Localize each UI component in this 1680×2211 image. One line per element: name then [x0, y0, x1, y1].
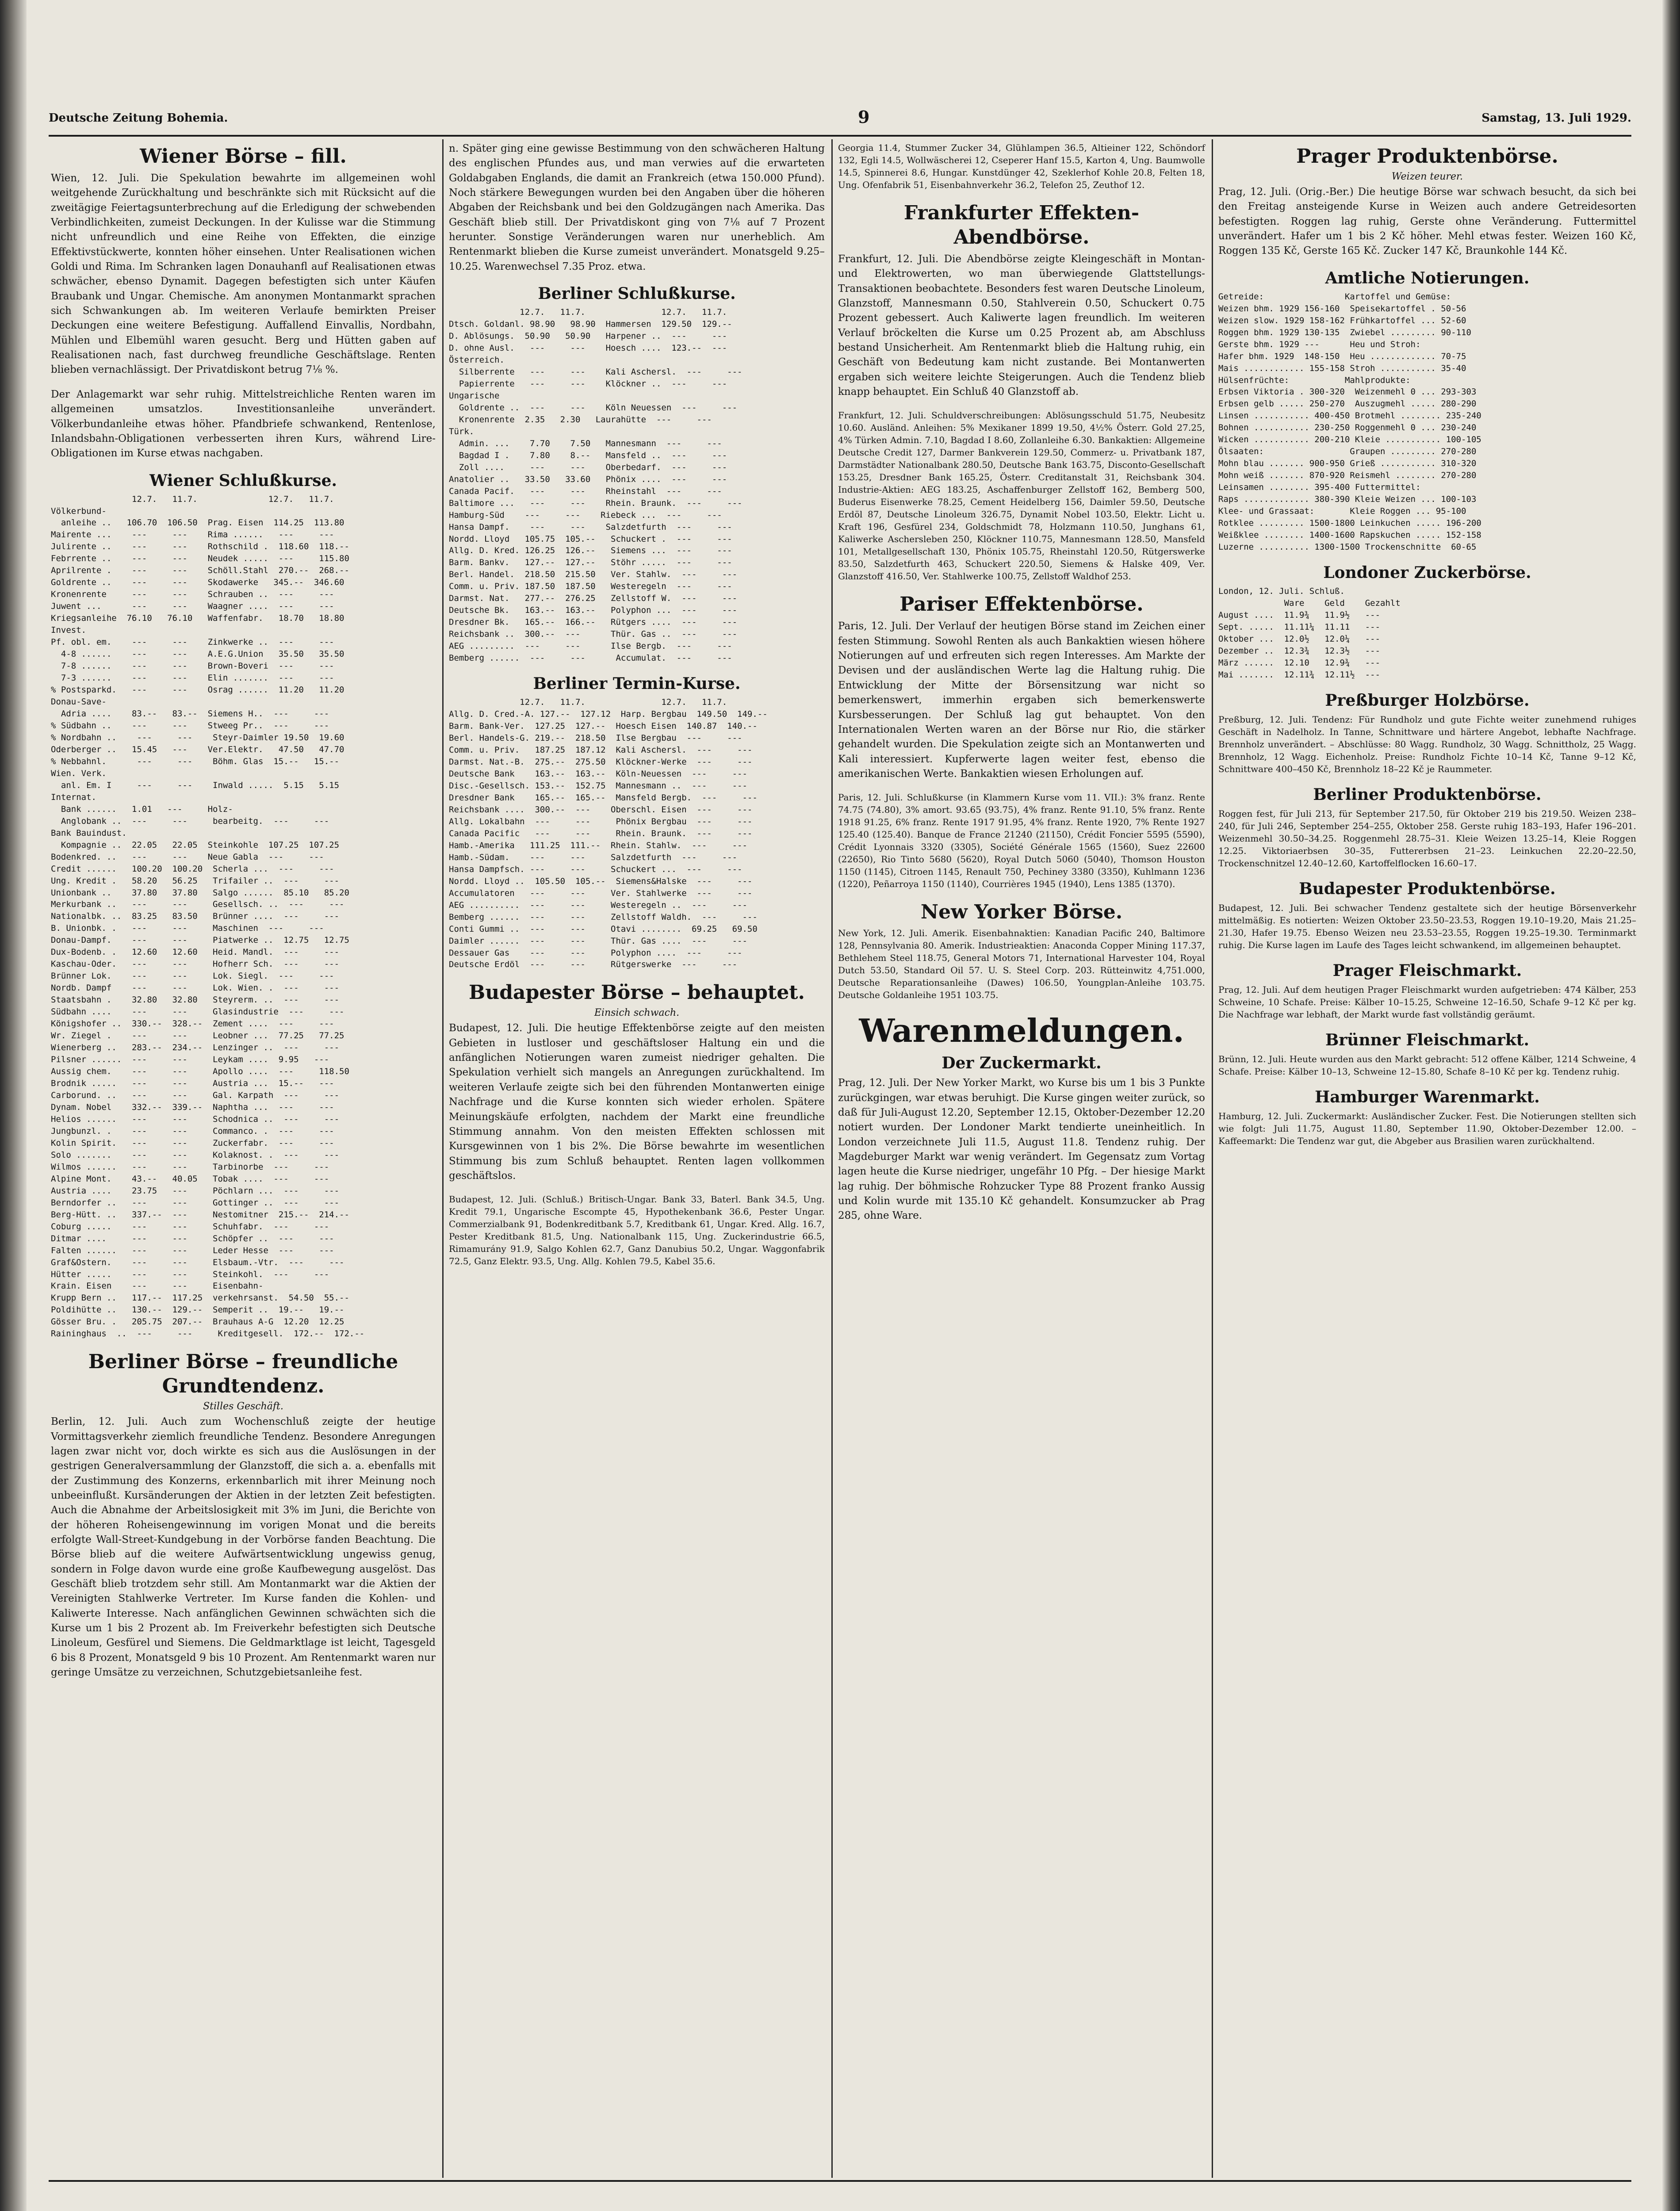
berlin-schluss-heading: Berliner Schlußkurse.	[538, 284, 736, 303]
newyork-heading: New Yorker Börse.	[920, 901, 1123, 924]
notierungen-heading: Amtliche Notierungen.	[1325, 268, 1530, 287]
budapest-continued: Georgia 11.4, Stummer Zucker 34, Glühlampen 36.5, Altieiner 122, Schöndorf 132, Egli 14.5, Wollwäscherei 12, Cseperer Hanf 15.5, Karton 4, Ung. Baumwolle 14.5, Spinnerei 8.6, Hungar. Kunstdünger 42, Szeklerhof Kohle 20.8, Felten 18, Ung. Ofenfabrik 51, Eisenbahnverkehr 36.2, Telefon 25, Zeuthof 12.	[838, 142, 1208, 190]
budapest-subheading: Einsich schwach.	[594, 1007, 680, 1019]
column-1	[51, 142, 439, 2176]
wien-schluss-heading: Wiener Schlußkurse.	[149, 471, 337, 490]
footer-rule	[49, 2180, 1631, 2182]
scan-edge-left	[0, 0, 27, 2211]
wien-schluss-table: 12.7. 11.7. 12.7. 11.7. Völkerbund- anleihe .. 106.70 106.50 Prag. Eisen 114.25 113.80 Mairente ... --- --- Rima ...... --- --- Julirente .. --- --- Rothschild . 118.60 118.-- Febrrente .. --- --- Neudek ..... --- 115.80 Aprilrente . --- --- Schöll.Stahl 270.-- 268.-- Goldrente .. --- --- Skodawerke 345.-- 346.60 Kronenrente --- --- Schrauben .. --- --- Juwent ... --- --- Waagner .... --- --- Kriegsanleihe 76.10 76.10 Waffenfabr. 18.70 18.80 Invest. Pf. obl. em. --- --- Zinkwerke .. --- --- 4-8 ...... --- --- A.E.G.Union 35.50 35.50 7-8 ...... --- --- Brown-Boveri --- --- 7-3 ...... --- --- Elin ....... --- --- % Postsparkd. --- --- Osrag ...... 11.20 11.20 Donau-Save- Adria .... 83.-- 83.-- Siemens H.. --- --- % Südbahn .. --- --- Stweeg Pr.. --- --- % Nordbahn .. --- --- Steyr-Daimler 19.50 19.60 Oderberger .. 15.45 --- Ver.Elektr. 47.50 47.70 % Nebbahnl. --- --- Böhm. Glas 15.-- 15.-- Wien. Verk. anl. Em. I --- --- Inwald ..... 5.15 5.15 Internat. Bank ...... 1.01 --- Holz- Anglobank .. --- --- bearbeitg. --- --- Bank Bauindust. Kompagnie .. 22.05 22.05 Steinkohle 107.25 107.25 Bodenkred. .. --- --- Neue Gabla --- --- Credit ...... 100.20 100.20 Scherla ... --- --- Ung. Kredit . 58.20 56.25 Trifailer .. --- --- Unionbank .. 37.80 37.80 Salgo ...... 85.10 85.20 Merkurbank .. --- --- Gesellsch. .. --- --- Nationalbk. .. 83.25 83.50 Brünner .... --- --- B. Unionbk. . --- --- Maschinen --- --- Donau-Dampf. --- --- Piatwerke .. 12.75 12.75 Dux-Bodenb. . 12.60 12.60 Heid. Mandl. --- --- Kaschau-Oder. --- --- Hofherr Sch. --- --- Brünner Lok. --- --- Lok. Siegl. --- --- Nordb. Dampf --- --- Lok. Wien. . --- --- Staatsbahn . 32.80 32.80 Steyrerm. .. --- --- Südbahn .... --- --- Glasindustrie --- --- Königshofer .. 330.-- 328.-- Zement .... --- --- Wr. Ziegel . --- --- Leobner ... 77.25 77.25 Wienerberg .. 283.-- 234.-- Lenzinger .. --- --- Pilsner ...... --- --- Leykam .... 9.95 --- Aussig chem. --- --- Apollo .... --- 118.50 Brodnik ..... --- --- Austria ... 15.-- --- Carborund. .. --- --- Gal. Karpath --- --- Dynam. Nobel 332.-- 339.-- Naphtha ... --- --- Helios ...... --- --- Schodnica .. --- --- Jungbunzl. . --- --- Commanco. . --- --- Kolin Spirit. --- --- Zuckerfabr. --- --- Solo ....... --- --- Kolaknost. . --- --- Wilmos ...... --- --- Tarbinorbe --- --- Alpine Mont. 43.-- 40.05 Tobak .... --- --- Austria .... 23.75 --- Pöchlarn ... --- --- Berndorfer .. --- --- Gottinger .. --- --- Berg-Hütt. .. 337.-- --- Nestomitner 215.-- 214.-- Coburg ..... --- --- Schuhfabr. --- --- Ditmar .... --- --- Schöpfer .. --- --- Falten ...... --- --- Leder Hesse --- --- Graf&Ostern. --- --- Elsbaum.-Vtr. --- --- Hütter ..... --- --- Steinkohl. --- --- Krain. Eisen --- --- Eisenbahn- Krupp Bern .. 117.-- 117.25 verkehrsanst. 54.50 55.-- Poldihütte .. 130.-- 129.-- Semperit .. 19.-- 19.-- Gösser Bru. . 205.75 207.-- Brauhaus A-G 12.20 12.25 Raininghaus .. --- --- Kreditgesell. 172.-- 172.--	[51, 494, 365, 1339]
holz-heading: Preßburger Holzbörse.	[1325, 691, 1530, 710]
termin-table: 12.7. 11.7. 12.7. 11.7. Allg. D. Cred.-A. 127.-- 127.12 Harp. Bergbau 149.50 149.-- Barm. Bank-Ver. 127.25 127.-- Hoesch Eisen 140.87 140.-- Berl. Handels-G. 219.-- 218.50 Ilse Bergbau --- --- Comm. u. Priv. 187.25 187.12 Kali Aschersl. --- --- Darmst. Nat.-B. 275.-- 275.50 Klöckner-Werke --- --- Deutsche Bank 163.-- 163.-- Köln-Neuessen --- --- Disc.-Gesellsch. 153.-- 152.75 Mannesmann .. --- --- Dresdner Bank 165.-- 165.-- Mansfeld Bergb. --- --- Reichsbank .... 300.-- --- Oberschl. Eisen --- --- Allg. Lokalbahn --- --- Phönix Bergbau --- --- Canada Pacific --- --- Rhein. Braunk. --- --- Hamb.-Amerika 111.25 111.-- Rhein. Stahlw. --- --- Hamb.-Südam. --- --- Salzdetfurth --- --- Hansa Dampfsch. --- --- Schuckert ... --- --- Nordd. Lloyd .. 105.50 105.-- Siemens&Halske --- --- Accumulatoren --- --- Ver. Stahlwerke --- --- AEG .......... --- --- Westeregeln .. --- --- Bemberg ...... --- --- Zellstoff Waldh. --- --- Conti Gummi .. --- --- Otavi ........ 69.25 69.50 Daimler ...... --- --- Thür. Gas .... --- --- Dessauer Gas --- --- Polyphon .... --- --- Deutsche Erdöl --- --- Rütgerswerke --- ---	[449, 697, 768, 970]
london-heading: Londoner Zuckerbörse.	[1323, 563, 1531, 582]
column-4	[1218, 142, 1640, 2176]
berlin-heading: Berliner Börse – freundliche Grundtendenz.	[88, 1350, 398, 1398]
bruenn-heading: Brünner Fleischmarkt.	[1325, 1030, 1529, 1049]
masthead-date: Samstag, 13. Juli 1929.	[1481, 111, 1631, 125]
budapest-report: Budapest, 12. Juli. Die heutige Effektenbörse zeigte auf den meisten Gebieten in lustloser und geschäftsloser Haltung ein und die anfänglichen Notierungen waren zumeist niedriger gehalten. Die Spekulation verhielt sich mangels an Anregungen zurückhaltend. Im weiteren Verlaufe zeigte sich bei den führenden Montanwerten einige Nachfrage und die Kurse konnten sich wieder erholen. Spätere Meinungskäufe erfolgten, nachdem der Markt eine freundliche Stimmung annahm. Von den meisten Effekten schlossen mit Kursgewinnen von 1 bis 2%. Die Börse bewahrte im wesentlichen Stimmung bis zum Schluß behauptet. Renten lagen vollkommen geschäftslos.	[449, 1022, 828, 1182]
berlin-report: Berlin, 12. Juli. Auch zum Wochenschluß zeigte der heutige Vormittagsverkehr ziemlich freundliche Tendenz. Besondere Anregungen lagen zwar nicht vor, doch wirkte es sich aus die Auslösungen in der gestrigen Generalversammlung der Glanzstoff, die sich a. a. ebenfalls mit der Zustimmung des Konzerns, erkennbarlich mit ihrer Meinung noch unbeeinflußt. Kursänderungen der Aktien in der letzten Zeit befestigten. Auch die Abnahme der Arbeitslosigkeit mit 3% im Juni, die Berichte von der höheren Roheisengewinnung im vorigen Monat und die bereits erfolgte Wall-Street-Kundgebung in der Vorbörse fanden Beachtung. Die Börse blieb auf die weitere Aufwärtsentwicklung ungewiss genug, sondern in Folge davon wurde eine große Kaufbewegung ausgelöst. Das Geschäft blieb trotzdem sehr still. Am Montanmarkt war die Aktien der Vereinigten Stahlwerke Vertreter. Im Kurse fanden die Kohlen- und Kaliwerte Interesse. Nach anfänglichen Gewinnen schwächten sich die Kurse um 1 bis 2 Prozent ab. Im Freiverkehr befestigten sich Deutsche Linoleum, Gesfürel und Siemens. Die Geldmarktlage ist leicht, Tagesgeld 6 bis 8 Prozent, Monatsgeld 9 bis 10 Prozent. Am Rentenmarkt waren nur geringe Umsätze zu verzeichnen, Schutzgebietsanleihe fest.	[51, 1416, 439, 1679]
hamburg-heading: Hamburger Warenmarkt.	[1315, 1087, 1540, 1106]
warenmeldungen-heading: Warenmeldungen.	[859, 1012, 1184, 1050]
paris-schluss: Paris, 12. Juli. Schlußkurse (in Klammern Kurse vom 11. VII.): 3% franz. Rente 74.75 (74.80), 3% amort. 93.65 (93.75), 4% franz. Rente 91.10, 5% franz. Rente 1918 91.25, 6% franz. Rente 1917 91.95, 4% franz. Rente 1920, 7% Rente 1927 125.40 (125.40). Banque de France 21240 (21150), Crédit Foncier 5595 (5590), Crédit Lyonnais 3320 (3305), Société Générale 1565 (1560), Suez 22600 (22650), Rio Tinto 5680 (5620), Royal Dutch 5060 (5040), Thomson Houston 1150 (1145), Citroen 1145, Renault 750, Pechiney 3380 (3350), Kuhlmann 1236 (1220), Peñarroya 1150 (1140), Courrières 1945 (1940), Lens 1385 (1370).	[838, 792, 1208, 890]
berlin-produkten-heading: Berliner Produktenbörse.	[1313, 785, 1542, 804]
budapest-produkten-heading: Budapester Produktenbörse.	[1299, 879, 1556, 898]
holz-report: Preßburg, 12. Juli. Tendenz: Für Rundholz und gute Fichte weiter zunehmend ruhiges Geschäft in Nadelholz. In Tanne, Schnittware und härtere Angebot, lebhafte Nachfrage. Brennholz unverändert. – Abschlüsse: 80 Wagg. Rundholz, 30 Wagg. Schnittholz, 25 Wagg. Brennholz, 12 Wagg. Eichenholz. Preise: Rundholz Fichte 10–14 Kč, Tanne 9–12 Kč, Schnittware 400–450 Kč, Brennholz 18–22 Kč je Raummeter.	[1218, 714, 1639, 774]
fleisch-report: Prag, 12. Juli. Auf dem heutigen Prager Fleischmarkt wurden aufgetrieben: 474 Kälber, 253 Schweine, 10 Schafe. Preise: Kälber 10–15.25, Schweine 12–16.50, Schafe 9–12 Kč per kg. Die Nachfrage war lebhaft, der Markt wurde fast vollständig geräumt.	[1218, 984, 1639, 1020]
column-2	[449, 142, 828, 2176]
berlin-subheading: Stilles Geschäft.	[203, 1401, 283, 1412]
produkt-report: Prag, 12. Juli. (Orig.-Ber.) Die heutige Börse war schwach besucht, da sich bei den Freitag ansteigende Kurse in Weizen auch andere Getreidesorten befestigten. Roggen lag ruhig, Gerste ohne Veränderung. Futtermittel unverändert. Hafer um 1 bis 2 Kč höher. Mehl etwas fester. Weizen 160 Kč, Roggen 135 Kč, Gerste 165 Kč. Zucker 147 Kč, Braunkohle 144 Kč.	[1218, 186, 1640, 257]
paris-report: Paris, 12. Juli. Der Verlauf der heutigen Börse stand im Zeichen einer festen Stimmung. Sowohl Renten als auch Bankaktien wiesen höhere Notierungen auf und erfreuten sich regen Interesses. Am Markte der Devisen und der ausländischen Werte lag die Haltung ruhig. Die Entwicklung der Mitte der Börsensitzung war nicht so bemerkenswert, immerhin ergaben sich bemerkenswerte Kursbesserungen. Der Schluß lag gut behauptet. Von den Internationalen Werten waren an der Börse nur Rio, die stärker gehandelt wurden. Die Spekulation zeigte sich an Montanwerten und Kali interessiert. Kupferwerte lagen weiter fest, ebenso die amerikanischen Werte. Bankaktien wiesen Erholungen auf.	[838, 620, 1209, 780]
wien-heading: Wiener Börse – fill.	[140, 145, 347, 168]
berlin-produkten-report: Roggen fest, für Juli 213, für September 217.50, für Oktober 219 bis 219.50. Weizen 238–240, für Juli 246, September 254–255, Oktober 258. Gerste ruhig 183–193, Hafer 196–201. Weizenmehl 30.50–34.25. Roggenmehl 28.75–31. Kleie Weizen 13.25–14, Kleie Roggen 12.25. Viktoriaerbsen 30–35, Futtererbsen 21–23. Leinkuchen 22.20–22.50, Trockenschnitzel 12.40–12.60, Kartoffelflocken 16.60–17.	[1218, 808, 1639, 868]
budapest-schluss: Budapest, 12. Juli. (Schluß.) Britisch-Ungar. Bank 33, Baterl. Bank 34.5, Ung. Kredit 79.1, Ungarische Escompte 45, Hypothekenbank 36.6, Pester Ungar. Commerzialbank 91, Bodenkreditbank 5.7, Kreditbank 61, Ungar. Kred. Allg. 16.7, Pester Kreditbank 81.5, Ung. Nationalbank 115, Ung. Zuckerindustrie 66.5, Rimamurány 91.9, Salgo Kohlen 62.7, Ganz Danubius 50.2, Ungar. Waggonfabrik 72.5, Ganz Elektr. 93.5, Ung. Allg. Kohlen 79.5, Kabel 35.6.	[449, 1194, 828, 1267]
berlin-report-continued: n. Später ging eine gewisse Bestimmung von den schwächeren Haltung des englischen Pfundes aus, und man verwies auf die erwarteten Goldabgaben Englands, die damit an Frankreich (etwa 150.000 Pfund). Noch stärkere Bewegungen wurden bei den Angaben über die höheren Abgaben der Reichsbank und bei den Goldzugängen nach Amerika. Das Geschäft blieb still. Der Privatdiskont ging von 7⅛ auf 7 Prozent herunter. Sonstige Veränderungen waren nur unerheblich. Am Rentenmarkt blieben die Kurse zumeist unverändert. Monatsgeld 9.25–10.25. Warenwechsel 7.35 Proz. etwa.	[449, 143, 828, 272]
page-header	[49, 106, 1631, 133]
column-divider-3	[1212, 139, 1213, 2178]
frankfurt-heading: Frankfurter Effekten-Abendbörse.	[903, 202, 1140, 249]
berlin-schluss-table: 12.7. 11.7. 12.7. 11.7. Dtsch. Goldanl. 98.90 98.90 Hammersen 129.50 129.-- D. Ablösungs. 50.90 50.90 Harpener .. --- --- D. ohne Ausl. --- --- Hoesch .... 123.-- --- Österreich. Silberrente --- --- Kali Aschersl. --- --- Papierrente --- --- Klöckner .. --- --- Ungarische Goldrente .. --- --- Köln Neuessen --- --- Kronenrente 2.35 2.30 Laurahütte --- --- Türk. Admin. ... 7.70 7.50 Mannesmann --- --- Bagdad I . 7.80 8.-- Mansfeld .. --- --- Zoll .... --- --- Oberbedarf. --- --- Anatolier .. 33.50 33.60 Phönix .... --- --- Canada Pacif. --- --- Rheinstahl --- --- Baltimore ... --- --- Rhein. Braunk. --- --- Hamburg-Süd --- --- Riebeck ... --- --- Hansa Dampf. --- --- Salzdetfurth --- --- Nordd. Lloyd 105.75 105.-- Schuckert . --- --- Allg. D. Kred. 126.25 126.-- Siemens ... --- --- Barm. Bankv. 127.-- 127.-- Stöhr ..... --- --- Berl. Handel. 218.50 215.50 Ver. Stahlw. --- --- Comm. u. Priv. 187.50 187.50 Westeregeln --- --- Darmst. Nat. 277.-- 276.25 Zellstoff W. --- --- Deutsche Bk. 163.-- 163.-- Polyphon ... --- --- Dresdner Bk. 165.-- 166.-- Rütgers .... --- --- Reichsbank .. 300.-- --- Thür. Gas .. --- --- AEG ......... --- --- Ilse Bergb. --- --- Bemberg ...... --- --- Accumulat. --- ---	[449, 307, 742, 663]
produkt-subheading: Weizen teurer.	[1391, 171, 1463, 182]
wien-report: Wien, 12. Juli. Die Spekulation bewahrte im allgemeinen wohl weitgehende Zurückhaltung und beschränkte sich mit Rücksicht auf die zweitägige Feiertagsunterbrechung auf die Erledigung der schwebenden Verbindlichkeiten, zumeist Deckungen. In der Kulisse war die Stimmung nicht unfreundlich und eine Reihe von Effekten, die einzige Effektivstückwerte, konnten höher einsehen. Unter Realisationen wichen Goldi und Rima. Im Schranken lagen Donauhanfl auf Realisationen etwas schwächer, ebenso Dynamit. Dagegen befestigten sich unter Käufen Braubank und Ungar. Chemische. Am anonymen Montanmarkt sprachen sich Schwankungen ab. Im weiteren Verlaufe bemirkten Preiser Deckungen eine weitere Befestigung. Auffallend Einvallis, Nordbahn, Mühlen und Elbemühl waren gesucht. Berg und Hütten gaben auf Realisationen nach, fast durchweg freundliche Geschäftslage. Renten blieben vernachlässigt. Der Privatdiskont betrug 7⅛ %.	[51, 172, 439, 376]
masthead-left: Deutsche Zeitung Bohemia.	[49, 111, 228, 125]
london-table: London, 12. Juli. Schluß. Ware Geld Gezahlt August .... 11.9¾ 11.9½ --- Sept. ..... 11.11¼ 11.11 --- Oktober ... 12.0½ 12.0¼ --- Dezember .. 12.3¾ 12.3½ --- März ...... 12.10 12.9¾ --- Mai ....... 12.11¾ 12.11½ ---	[1218, 586, 1401, 680]
column-divider-1	[442, 139, 444, 2178]
fleisch-heading: Prager Fleischmarkt.	[1332, 961, 1522, 980]
paris-heading: Pariser Effektenbörse.	[899, 593, 1144, 616]
produkt-heading: Prager Produktenbörse.	[1296, 145, 1558, 168]
column-3	[838, 142, 1209, 2176]
zucker-report: Prag, 12. Juli. Der New Yorker Markt, wo Kurse bis um 1 bis 3 Punkte zurückgingen, war etwas beruhigt. Die Kurse gingen weiter zurück, so daß für Juli-August 12.20, September 12.15, Oktober-Dezember 12.20 notiert wurden. Der Londoner Markt tendierte uneinheitlich. In London verzeichnete Juli 11.5, August 11.8. Tendenz ruhig. Der Magdeburger Markt war wenig verändert. Im Gegensatz zum Vortag lagen heute die Kurse niedriger, ungefähr 10 Pfg. – Der hiesige Markt lag ruhig. Der böhmische Rohzucker Type 88 Prozent franko Aussig und Kolin wurde mit 135.10 Kč gehandelt. Konsumzucker ab Prag 285, ohne Ware.	[838, 1077, 1209, 1222]
termin-heading: Berliner Termin-Kurse.	[533, 674, 741, 693]
frankfurt-schluss: Frankfurt, 12. Juli. Schuldverschreibungen: Ablösungsschuld 51.75, Neubesitz 10.60. Ausländ. Anleihen: 5% Mexikaner 1899 19.50, 4½% Österr. Gold 27.25, 4% Türken Admin. 7.10, Bagdad I 8.60, Zollanleihe 6.30. Bankaktien: Allgemeine Deutsche Credit 127, Darmer Bankverein 129.50, Commerz- u. Privatbank 187, Darmstädter Nationalbank 280.50, Deutsche Bank 163.75, Disconto-Gesellschaft 153.25, Dresdner Bank 165.25, Österr. Creditanstalt 31, Reichsbank 304. Industrie-Aktien: AEG 183.25, Aschaffenburger Zellstoff 162, Bemberg 500, Buderus Eisenwerke 78.25, Cement Heidelberg 156, Daimler 59.50, Deutsche Erdöl 87, Deutsche Linoleum 326.75, Dynamit Nobel 103.50, Elektr. Licht u. Kraft 196, Gesfürel 234, Goldschmidt 78, Holzmann 110.50, Junghans 61, Kaliwerke Aschersleben 250, Klöckner 110.75, Mannesmann 128.50, Mansfeld 101, Metallgesellschaft 130, Phönix 105.75, Rheinstahl 120.50, Rütgerswerke 83.50, Salzdetfurth 463, Schuckert 220.50, Siemens & Halske 409, Ver. Glanzstoff 416.50, Ver. Stahlwerke 100.75, Zellstoff Waldhof 253.	[838, 410, 1208, 582]
notierungen-table: Getreide: Kartoffel und Gemüse: Weizen bhm. 1929 156-160 Speisekartoffel . 50-56 Weizen slow. 1929 158-162 Frühkartoffel ... 52-60 Roggen bhm. 1929 130-135 Zwiebel ......... 90-110 Gerste bhm. 1929 --- Heu und Stroh: Hafer bhm. 1929 148-150 Heu ............. 70-75 Mais ............ 155-158 Stroh ........... 35-40 Hülsenfrüchte: Mahlprodukte: Erbsen Viktoria . 300-320 Weizenmehl 0 ... 293-303 Erbsen gelb ..... 250-270 Auszugmehl ..... 280-290 Linsen ........... 400-450 Brotmehl ........ 235-240 Bohnen ........... 230-250 Roggenmehl 0 ... 230-240 Wicken ........... 200-210 Kleie ........... 100-105 Ölsaaten: Graupen ......... 270-280 Mohn blau ....... 900-950 Grieß ........... 310-320 Mohn weiß ....... 870-920 Reismehl ........ 270-280 Leinsamen ........ 395-400 Futtermittel: Raps ............. 380-390 Kleie Weizen ... 100-103 Klee- und Grassaat: Kleie Roggen ... 95-100 Rotklee ......... 1500-1800 Leinkuchen ..... 196-200 Weißklee ........ 1400-1600 Rapskuchen ..... 152-158 Luzerne .......... 1300-1500 Trockenschnitte 60-65	[1218, 291, 1481, 552]
zucker-heading: Der Zuckermarkt.	[941, 1054, 1102, 1073]
page-number: 9	[858, 107, 870, 127]
hamburg-report: Hamburg, 12. Juli. Zuckermarkt: Ausländischer Zucker. Fest. Die Notierungen stellten sich wie folgt: Juli 11.75, August 11.80, September 11.90, Oktober-Dezember 12.00. – Kaffeemarkt: Die Tendenz war gut, die Abgeber aus Brasilien waren zurückhaltend.	[1218, 1110, 1639, 1146]
budapest-heading: Budapester Börse – behauptet.	[469, 981, 805, 1004]
frankfurt-report: Frankfurt, 12. Juli. Die Abendbörse zeigte Kleingeschäft in Montan- und Elektrowerten, wo man überwiegende Glattstellungs-Transaktionen beobachtete. Besonders fest waren Deutsche Linoleum, Glanzstoff, Mannesmann 0.50, Stahlverein 0.50, Schuckert 0.75 Prozent gebessert. Auch Kaliwerte lagen freundlich. Im weiteren Verlauf bröckelten die Kurse um 0.25 Prozent ab, am Abschluss bestand Unsicherheit. Am Rentenmarkt blieb die Haltung ruhig, ein Geschäft von Bedeutung kam nicht zustande. Bei Montanwerten ergaben sich weitere leichte Steigerungen. Auch die Tendenz blieb knapp behauptet. Ein Schluß 40 Glanzstoff ab.	[838, 253, 1209, 398]
budapest-produkten-report: Budapest, 12. Juli. Bei schwacher Tendenz gestaltete sich der heutige Börsenverkehr mittelmäßig. Es notierten: Weizen Oktober 23.50–23.53, Roggen 19.10–19.20, Mais 21.25–21.30, Hafer 19.75. Ebenso Weizen neu 23.53–23.55, Roggen 19.25–19.30. Terminmarkt ruhig. Die Kurse lagen im Laufe des Tages leicht schwankend, im allgemeinen behauptet.	[1218, 902, 1639, 950]
header-rule	[49, 135, 1631, 137]
newyork-report: New York, 12. Juli. Amerik. Eisenbahnaktien: Kanadian Pacific 240, Baltimore 128, Pennsylvania 80. Amerik. Industrieaktien: Anaconda Copper Mining 117.37, Bethlehem Steel 118.75, General Motors 71, International Harvester 104, Royal Dutch 53.50, Standard Oil 57. U. S. Steel Corp. 203. Rütteinwitz 4,751.000, Deutsche Reparationsanleihe (Dawes) 106.50, Youngplan-Anleihe 103.75. Deutsche Goldanleihe 1951 103.75.	[838, 928, 1208, 1001]
scan-edge-right	[1662, 0, 1680, 2211]
column-divider-2	[831, 139, 833, 2178]
anlagemarkt-report: Der Anlagemarkt war sehr ruhig. Mittelstreichliche Renten waren im allgemeinen umsatzlos. Investitionsanleihe unverändert. Völkerbundanleihe etwas höher. Pfandbriefe schwankend, Rentenlose, Inlandsbahn-Obligationen verbesserten ihren Kurs, während Lire-Obligationen im Kurse etwas nachgaben.	[51, 388, 439, 459]
bruenn-report: Brünn, 12. Juli. Heute wurden aus den Markt gebracht: 512 offene Kälber, 1214 Schweine, 4 Schafe. Preise: Kälber 10–13, Schweine 12–15.80, Schafe 8–10 Kč per kg. Tendenz ruhig.	[1218, 1053, 1639, 1077]
